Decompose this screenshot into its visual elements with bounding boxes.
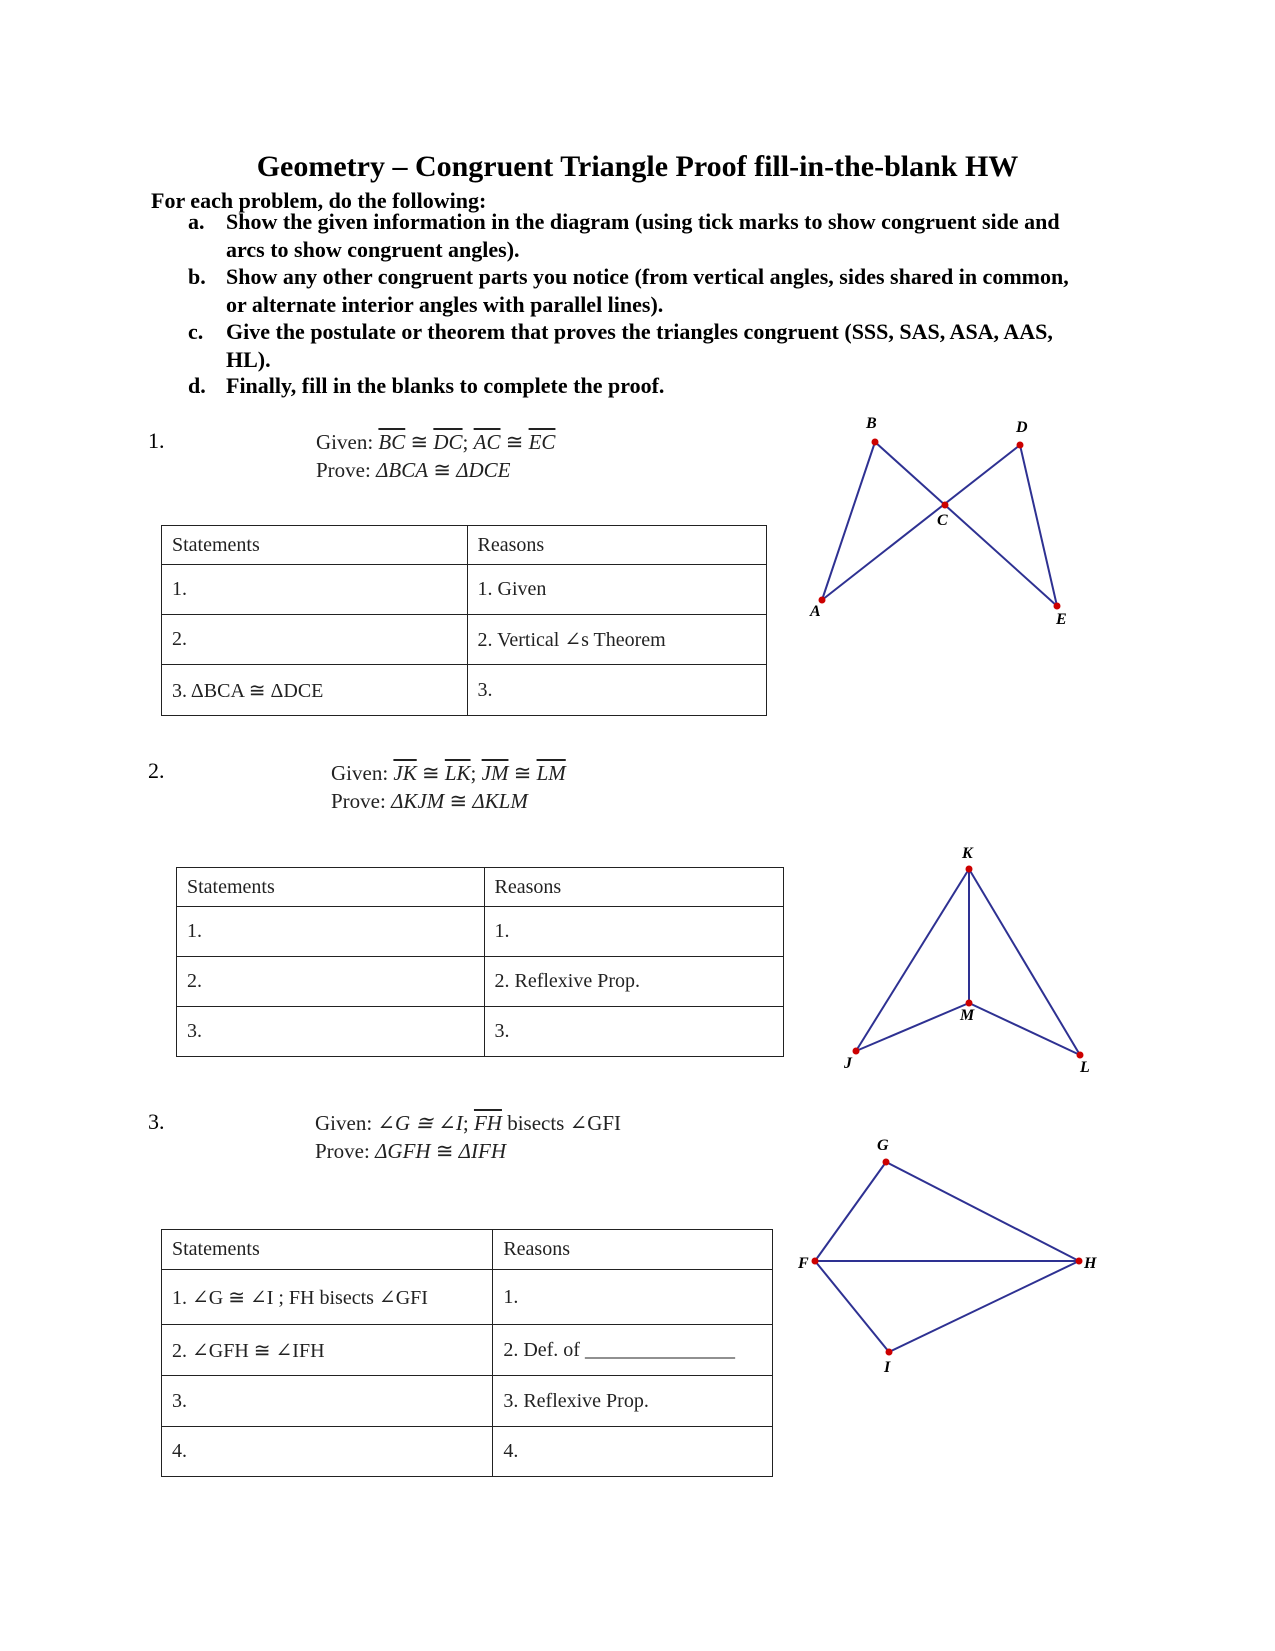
statement-cell[interactable]: 4.	[162, 1427, 493, 1477]
segment-jm	[856, 1003, 969, 1051]
segment-gh	[886, 1162, 1079, 1261]
given-label: Given:	[316, 430, 374, 454]
prove-label: Prove:	[316, 458, 371, 482]
given-part: $\overline{LM}$	[536, 761, 566, 785]
label-d: D	[1016, 419, 1028, 436]
diagram-3	[790, 1130, 1110, 1390]
segment-fi	[815, 1261, 889, 1352]
given-part: $\overline{FH}$	[473, 1111, 502, 1135]
label-b: B	[866, 415, 877, 432]
statement-cell[interactable]: 1.	[162, 565, 468, 615]
label-c: C	[937, 512, 948, 529]
label-e: E	[1056, 611, 1067, 628]
table-header-row	[162, 526, 767, 565]
segment-de	[1020, 445, 1057, 606]
given-label: Given:	[315, 1111, 373, 1135]
segment-ab	[822, 442, 875, 600]
table-row	[162, 1376, 773, 1427]
reason-cell[interactable]: 1.	[484, 907, 784, 957]
instruction-letter: a.	[188, 209, 205, 234]
proof-table	[161, 1229, 773, 1477]
prove-statement	[331, 787, 528, 815]
table-row	[162, 565, 767, 615]
problem-number: 2.	[148, 758, 165, 783]
page-title: Geometry – Congruent Triangle Proof fill-in-the-blank HW	[256, 150, 1019, 183]
intro-text: For each problem, do the following:	[151, 188, 487, 213]
point-j	[853, 1048, 860, 1055]
point-i	[886, 1349, 893, 1356]
statements-header: Statements	[177, 868, 485, 907]
point-l	[1077, 1052, 1084, 1059]
given-part: ∠G ≅ ∠I	[377, 1111, 463, 1135]
prove-part: ΔIFH	[458, 1139, 506, 1163]
instruction-letter: d.	[188, 373, 206, 398]
given-part: ;	[462, 430, 469, 454]
segment-fg	[815, 1162, 886, 1261]
reasons-header: Reasons	[484, 868, 784, 907]
statement-cell[interactable]: 2. ∠GFH ≅ ∠IFH	[162, 1325, 493, 1376]
given-part: $\overline{JK}$	[393, 761, 417, 785]
prove-part: ≅	[433, 458, 451, 482]
reason-cell[interactable]: 4.	[493, 1427, 773, 1477]
given-statement	[315, 1109, 621, 1137]
label-l: L	[1080, 1059, 1090, 1076]
given-part: ≅	[410, 430, 429, 454]
given-part: $\overline{AC}$	[473, 430, 501, 454]
statements-header: Statements	[162, 526, 468, 565]
prove-part: ≅	[435, 1139, 454, 1163]
prove-label: Prove:	[331, 789, 386, 813]
table-row	[177, 907, 784, 957]
statements-header: Statements	[162, 1230, 493, 1270]
point-k	[966, 866, 973, 873]
label-h: H	[1084, 1255, 1097, 1272]
point-e	[1054, 603, 1061, 610]
table-row	[177, 957, 784, 1007]
problem-number: 3.	[148, 1109, 165, 1134]
given-part: ≅	[513, 761, 532, 785]
given-part: $\overline{DC}$	[433, 430, 463, 454]
problem-number: 1.	[148, 428, 165, 453]
label-i: I	[884, 1359, 891, 1376]
statement-cell[interactable]: 2.	[162, 615, 468, 665]
given-part: $\overline{EC}$	[528, 430, 556, 454]
given-part: ≅	[505, 430, 524, 454]
table-row	[162, 665, 767, 716]
label-m: M	[960, 1007, 975, 1024]
diagram-2	[820, 840, 1110, 1090]
instruction-text: Show the given information in the diagram (using tick marks to show congruent side and arcs to show congruent angles).	[226, 209, 1060, 262]
point-c	[942, 502, 949, 509]
label-g: G	[877, 1137, 889, 1154]
segment-ad	[822, 445, 1020, 600]
table-row	[162, 1270, 773, 1325]
instruction-text: Give the postulate or theorem that proves the triangles congruent (SSS, SAS, ASA, AAS, HL).	[226, 319, 1053, 372]
reasons-header: Reasons	[467, 526, 767, 565]
statement-cell[interactable]: 2.	[177, 957, 485, 1007]
given-label: Given:	[331, 761, 389, 785]
table-row	[177, 1007, 784, 1057]
point-m	[966, 1000, 973, 1007]
prove-label: Prove:	[315, 1139, 370, 1163]
reasons-header: Reasons	[493, 1230, 773, 1270]
label-j: J	[844, 1055, 852, 1072]
table-header-row	[162, 1230, 773, 1270]
prove-statement	[315, 1137, 506, 1165]
segment-ih	[889, 1261, 1079, 1352]
point-h	[1076, 1258, 1083, 1265]
statement-cell[interactable]: 1. ∠G ≅ ∠I ; FH bisects ∠GFI	[162, 1270, 493, 1325]
label-a: A	[810, 603, 821, 620]
table-row	[162, 615, 767, 665]
given-part: bisects ∠GFI	[507, 1111, 622, 1135]
given-part: $\overline{JM}$	[481, 761, 509, 785]
given-part: ;	[470, 761, 477, 785]
given-part: $\overline{LK}$	[444, 761, 471, 785]
reason-cell[interactable]: 1.	[493, 1270, 773, 1325]
proof-table	[161, 525, 767, 716]
instruction-text: Show any other congruent parts you notice (from vertical angles, sides shared in common, or alternate interior angles with parallel lines).	[226, 264, 1069, 317]
given-statement	[331, 759, 566, 787]
given-statement	[316, 428, 555, 456]
segment-kj	[856, 869, 969, 1051]
point-f	[812, 1258, 819, 1265]
point-d	[1017, 442, 1024, 449]
prove-part: ΔDCE	[456, 458, 511, 482]
reason-cell[interactable]: 2. Def. of _______________	[493, 1325, 773, 1376]
instruction-text: Finally, fill in the blanks to complete the proof.	[226, 373, 665, 398]
reason-cell[interactable]: 2. Reflexive Prop.	[484, 957, 784, 1007]
statement-cell[interactable]: 3. ΔBCA ≅ ΔDCE	[162, 665, 468, 716]
prove-part: ΔBCA	[376, 458, 429, 482]
reason-cell[interactable]: 3.	[484, 1007, 784, 1057]
instruction-letter: c.	[188, 319, 204, 344]
prove-statement	[316, 456, 511, 484]
given-part: $\overline{BC}$	[378, 430, 406, 454]
label-f: F	[798, 1255, 809, 1272]
prove-part: ≅	[449, 789, 468, 813]
given-part: ≅	[421, 761, 440, 785]
statement-cell[interactable]: 3.	[177, 1007, 485, 1057]
segment-be	[875, 442, 1057, 606]
prove-part: ΔKJM	[391, 789, 445, 813]
reason-cell[interactable]: 3. Reflexive Prop.	[493, 1376, 773, 1427]
label-k: K	[962, 845, 973, 862]
given-part: ;	[462, 1111, 469, 1135]
prove-part: ΔKLM	[472, 789, 528, 813]
table-row	[162, 1325, 773, 1376]
point-g	[883, 1159, 890, 1166]
proof-table	[176, 867, 784, 1057]
reason-cell[interactable]: 3.	[467, 665, 767, 716]
table-row	[162, 1427, 773, 1477]
statement-cell[interactable]: 3.	[162, 1376, 493, 1427]
prove-part: ΔGFH	[375, 1139, 431, 1163]
diagram-1	[780, 410, 1100, 630]
instruction-letter: b.	[188, 264, 206, 289]
reason-cell[interactable]: 1. Given	[467, 565, 767, 615]
statement-cell[interactable]: 1.	[177, 907, 485, 957]
reason-cell[interactable]: 2. Vertical ∠s Theorem	[467, 615, 767, 665]
point-b	[872, 439, 879, 446]
table-header-row	[177, 868, 784, 907]
segment-kl	[969, 869, 1080, 1055]
